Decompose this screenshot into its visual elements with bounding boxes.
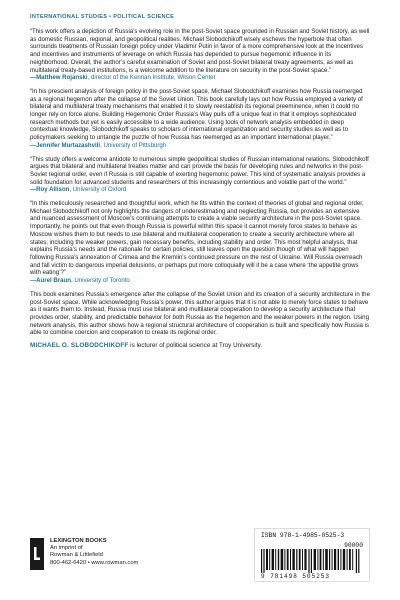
isbn-label: ISBN 978-1-4985-0525-3 xyxy=(261,532,345,539)
quote-attribution xyxy=(30,74,370,82)
quote-affiliation: , director of the Kennan Institute, Wilson Center xyxy=(87,74,216,82)
barcode-number: 9 781498 505253 xyxy=(261,573,331,580)
quote-text: “In his prescient analysis of foreign policy in the post-Soviet space, Michael Slobodchikoff examines how Russia reemerged as a regional hegemon after the collapse of the Soviet Union. This book carefully lays out how Russia employed a variety of bilateral and multilateral treaty mechanisms that enabled it to slowly reestablish its regional preeminence, when it could no longer rely on force alone. Building Hegemonic Order Russia’s Way pulls off a unique feat in that it employs sophisticated research methods but yet is easily accessible to a wide audience. Using tools of network analysis embedded in deep contextual knowledge, Slobodchikoff speaks to scholars of international organization and security studies as well as to policymakers seeking to untangle the puzzle of how Russia has reemerged as an important international player.” xyxy=(30,87,363,142)
quote-attribution xyxy=(30,142,370,150)
price-code: 90000 xyxy=(344,542,363,549)
quote-text: “This study offers a welcome antidote to numerous simple geopolitical studies of Russian international relations. Slobodchikoff argues that bilateral and multilateral treaties matter and can provide the basis for developing rules and networks in the post-Soviet regional order, even if Russia is still capable of exerting hegemonic power. This kind of systematic analysis provides a solid foundation for advanced students and researchers of this increasingly contentious and volatile part of the world.” xyxy=(30,155,369,186)
quote-text: “This work offers a depiction of Russia’s evolving role in the post-Soviet space grounded in Russian and Soviet history, as well as domestic Russian, regional, and geopolitical realities. Michael Slobodchikoff wisely eschews the hyperbole that often surrounds treatments of Russian foreign policy under Vladimir Putin in favor of a more comprehensive look at the incentives and incentives and instruments of leverage on which Russia has depended to pursue hegemonic influence in its neighborhood. Overall, the author’s careful examination of Soviet and post-Soviet bilateral treaty agreements, as well as multilateral treaty-based institutions, is a welcome addition to the literature on security in the post-Soviet space.” xyxy=(30,28,370,74)
author-name: MICHAEL O. SLOBODCHIKOFF xyxy=(30,342,129,350)
quote-author: —Jennifer Murtazashvili xyxy=(30,141,101,149)
quote-block-2 xyxy=(30,88,370,150)
quote-text: “In this meticulously researched and thoughtful work, which he fits within the context of theories of global and regional order, Michael Slobodchikoff not only highlights the dangers of underestimating and neglecting Russia, but provides an extensive and nuanced assessment of Moscow’s continuing attempts to create a viable security architecture in the post-Soviet space. Importantly, he points out that even though Russia is powerful within this space it cannot merely force states to behave as Moscow wishes them to but needs to use bilateral and multilateral cooperation to create a security architecture where all states, including the weaker powers, gain necessary benefits, including stability and order. This most helpful analysis, that explains Russia’s needs and the rationale for certain policies, still leaves open the question though of what will happen following Russia’s annexation of Crimea and the Kremlin’s continued pressure on the rest of Ukraine. Will Russia overreach and fall victim to dangerous imperial delusions, or perhaps put more colloquially will it be a case where ‘the appetite grows with eating’?” xyxy=(30,200,364,277)
back-cover xyxy=(18,6,381,591)
barcode xyxy=(254,528,370,582)
quote-author: —Roy Allison xyxy=(30,186,70,194)
publisher-contact: 800-462-6420 • www.rowman.com xyxy=(50,559,139,566)
publisher-line: An imprint of xyxy=(50,545,83,552)
quote-attribution xyxy=(30,277,370,285)
category-label: INTERNATIONAL STUDIES • POLITICAL SCIENCE xyxy=(30,14,175,20)
publisher-text xyxy=(50,538,138,567)
publisher-name: LEXINGTON BOOKS xyxy=(50,538,107,544)
publisher-line: Rowman & Littlefield xyxy=(50,552,103,559)
publisher-block xyxy=(30,534,170,584)
barcode-icon xyxy=(261,549,363,573)
book-description: This book examines Russia’s emergence after the collapse of the Soviet Union and its creation of a security architecture in the post-Soviet space. While acknowledging Russia’s power, this author argues that it is not able to merely force states to behave as it wants them to. Instead, Russia must use bilateral and multilateral cooperation to develop a security architecture that provides order, stability, and predictable behavior for both Russia as the hegemon and the weaker powers in the region. Using network analysis, this author shows how a regional structural architecture of cooperation is built and specifically how Russia is able to combine coercion and cooperation to create its regional order. xyxy=(30,290,370,337)
quote-affiliation: , University of Pittsburgh xyxy=(100,141,167,149)
quote-attribution xyxy=(30,186,370,194)
publisher-logo-icon xyxy=(30,538,44,570)
quote-affiliation: , University of Toronto xyxy=(70,277,130,285)
quote-block-4 xyxy=(30,200,370,285)
quote-author: —Matthew Rojanski xyxy=(30,74,88,82)
quote-author: —Aurel Braun xyxy=(30,277,71,285)
cover-body xyxy=(30,28,370,356)
author-bio-text: is lecturer of political science at Troy University. xyxy=(128,342,263,350)
quote-affiliation: , University of Oxford xyxy=(69,186,127,194)
quote-block-1 xyxy=(30,28,370,82)
author-bio xyxy=(30,342,370,350)
quote-block-3 xyxy=(30,156,370,195)
